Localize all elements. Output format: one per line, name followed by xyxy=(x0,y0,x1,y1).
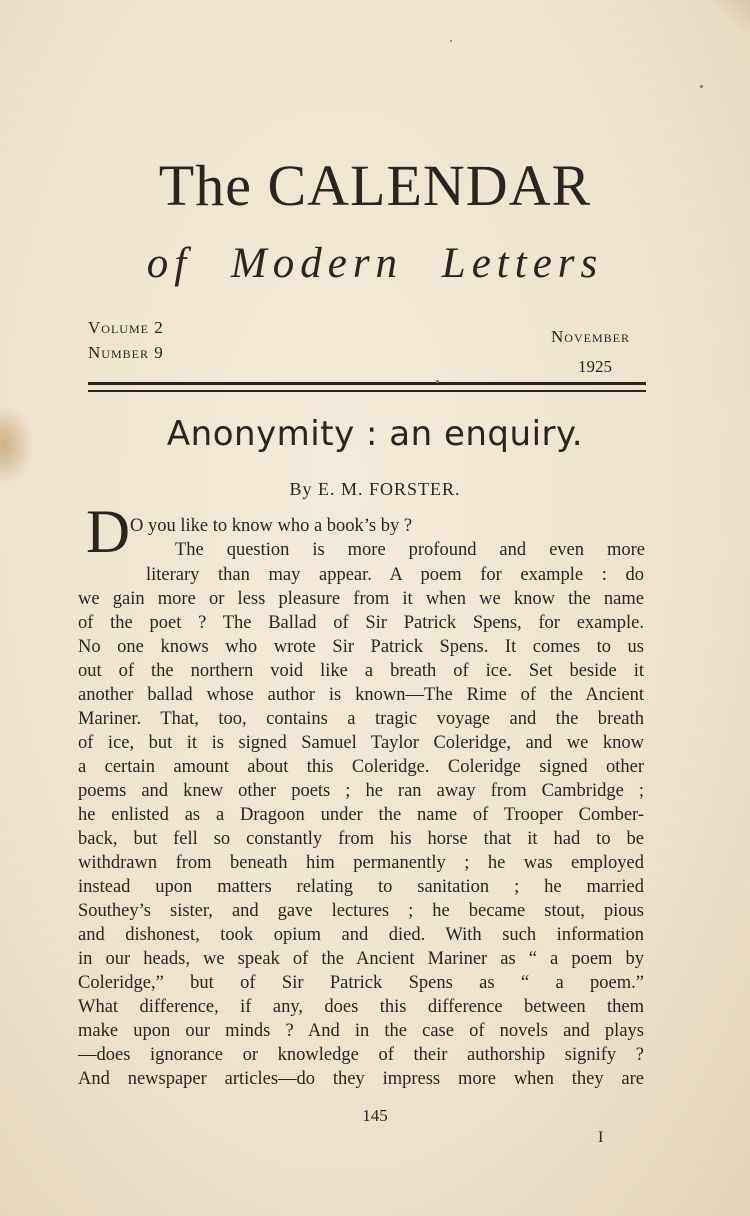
body-line: withdrawn from beneath him permanently ; he was employed xyxy=(78,853,644,873)
body-line: —does ignorance or knowledge of their authorship signify ? xyxy=(78,1045,644,1065)
body-line: we gain more or less pleasure from it when we know the name xyxy=(78,589,644,609)
body-line: in our heads, we speak of the Ancient Mariner as “ a poem by xyxy=(78,949,644,969)
body-line: make upon our minds ? And in the case of novels and plays xyxy=(78,1021,644,1041)
body-line: Coleridge,” but of Sir Patrick Spens as “ a poem.” xyxy=(78,973,644,993)
body-line: O you like to know who a book’s by ? xyxy=(130,516,413,536)
body-line: And newspaper articles—do they impress more when they are xyxy=(78,1069,644,1089)
body-line: What difference, if any, does this difference between them xyxy=(78,997,644,1017)
magazine-subtitle: of Modern Letters xyxy=(146,240,604,287)
header-rule-thin xyxy=(88,390,646,392)
article-title: Anonymity : an enquiry. xyxy=(166,414,584,454)
body-line: No one knows who wrote Sir Patrick Spens. It comes to us xyxy=(78,637,644,657)
body-line: of the poet ? The Ballad of Sir Patrick Spens, for example. xyxy=(78,613,644,633)
issue-month: November xyxy=(551,327,630,346)
volume-label: Volume 2 xyxy=(88,318,164,337)
ink-speck xyxy=(450,40,452,42)
article-byline: By E. M. FORSTER. xyxy=(289,479,461,499)
issue-number-label: Number 9 xyxy=(88,343,164,362)
ink-speck xyxy=(436,380,439,383)
body-line: and dishonest, took opium and died. With such information xyxy=(78,925,644,945)
header-rule-thick xyxy=(88,382,646,385)
body-line: literary than may appear. A poem for example : do xyxy=(146,565,644,585)
magazine-title: The CALENDAR xyxy=(158,153,592,218)
body-line: he enlisted as a Dragoon under the name of Trooper Comber- xyxy=(78,805,644,825)
body-line: poems and knew other poets ; he ran away from Cambridge ; xyxy=(78,781,644,801)
body-line: The question is more profound and even more xyxy=(175,540,645,560)
body-line: a certain amount about this Coleridge. Coleridge signed other xyxy=(78,757,644,777)
page-number: 145 xyxy=(362,1106,388,1125)
page-corner-wear xyxy=(710,0,750,30)
body-line: Mariner. That, too, contains a tragic voyage and the breath xyxy=(78,709,644,729)
body-line: out of the northern void like a breath of ice. Set beside it xyxy=(78,661,644,681)
body-line: back, but fell so constantly from his horse that it had to be xyxy=(78,829,644,849)
body-line: Southey’s sister, and gave lectures ; he became stout, pious xyxy=(78,901,644,921)
body-line: instead upon matters relating to sanitation ; he married xyxy=(78,877,644,897)
ink-speck xyxy=(700,85,703,88)
signature-mark: I xyxy=(598,1129,604,1146)
drop-cap: D xyxy=(86,499,131,566)
body-line: of ice, but it is signed Samuel Taylor Coleridge, and we know xyxy=(78,733,644,753)
issue-year: 1925 xyxy=(578,357,612,376)
body-line: another ballad whose author is known—The Rime of the Ancient xyxy=(78,685,644,705)
